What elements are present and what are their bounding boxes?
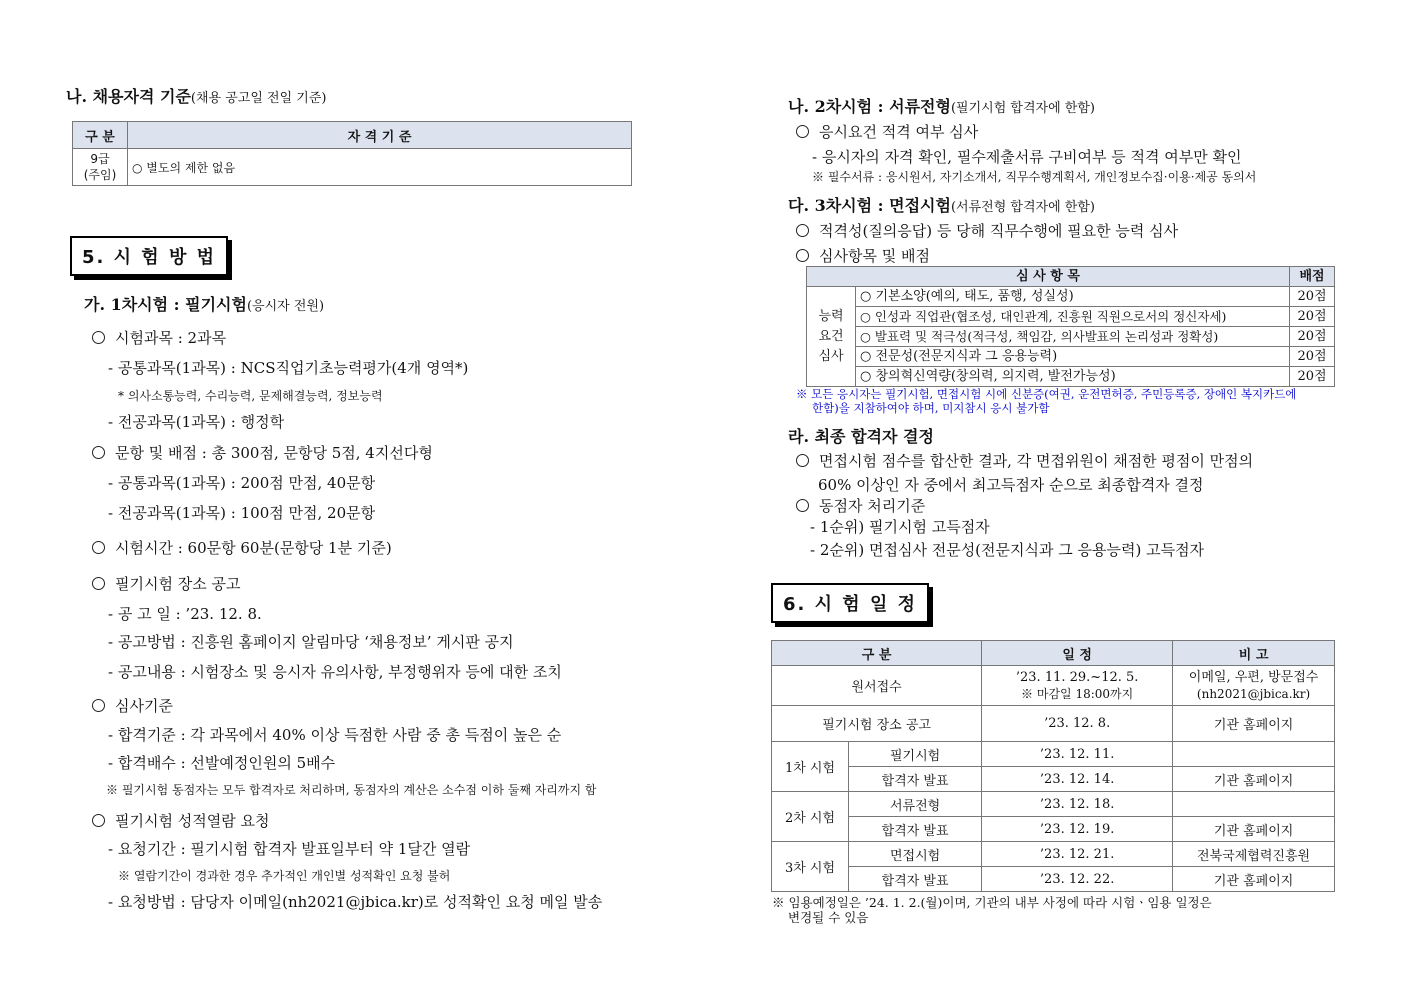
sched-row-label: 합격자 발표 [849, 767, 982, 792]
circle-bullet-icon [796, 499, 809, 512]
tie-rule-2: - 2순위) 면접심사 전문성(전문지식과 그 응용능력) 고득점자 [810, 541, 1205, 559]
review-note: ※ 열람기간이 경과한 경우 추가적인 개인별 성적확인 요청 불허 [118, 869, 451, 883]
sched-venue-date: ’23. 12. 8. [982, 706, 1173, 742]
qual-col-criteria: 자 격 기 준 [128, 122, 632, 149]
sched-application-date: ’23. 11. 29.~12. 5. ※ 마감일 18:00까지 [982, 666, 1173, 706]
criteria-note: ※ 필기시험 동점자는 모두 합격자로 처리하며, 동점자의 계산은 소수점 이하 둘째 자리까지 함 [106, 783, 597, 797]
review-period: - 요청기간 : 필기시험 합격자 발표일부터 약 1달간 열람 [108, 840, 471, 858]
sched-venue-remark: 기관 홈페이지 [1173, 706, 1335, 742]
tie-rule: 동점자 처리기준 [796, 495, 925, 516]
circle-bullet-icon [796, 454, 809, 467]
items-common: - 공통과목(1과목) : 200점 만점, 40문항 [108, 474, 376, 492]
interview-criteria-table [806, 266, 1335, 387]
venue-content: - 공고내용 : 시험장소 및 응시자 유의사항, 부정행위자 등에 대한 조치 [108, 663, 562, 681]
common-subject-note: * 의사소통능력, 수리능력, 문제해결능력, 정보능력 [118, 389, 383, 403]
sched-row-remark [1173, 742, 1335, 767]
sched-group-1: 1차 시험 [772, 742, 849, 792]
exam-item: ○ 창의혁신역량(창의력, 의지력, 발전가능성) [856, 367, 1290, 387]
circle-bullet-icon [92, 699, 105, 712]
qual-col-division: 구 분 [73, 122, 128, 149]
subjects-item: 시험과목 : 2과목 [92, 327, 226, 348]
final-heading: 라. 최종 합격자 결정 [788, 427, 934, 446]
sched-row-label: 필기시험 [849, 742, 982, 767]
qualification-table [72, 121, 632, 186]
venue-notice: 필기시험 장소 공고 [92, 573, 240, 594]
circle-bullet-icon [92, 577, 105, 590]
sched-row-remark: 기관 홈페이지 [1173, 767, 1335, 792]
sched-row-date: ’23. 12. 19. [982, 817, 1173, 842]
items-scoring: 문항 및 배점 : 총 300점, 문항당 5점, 4지선다형 [92, 442, 433, 463]
section-5-title: 5. 시 험 방 법 [70, 236, 228, 276]
sched-row-remark: 기관 홈페이지 [1173, 867, 1335, 892]
circle-bullet-icon [92, 541, 105, 554]
section-6-title: 6. 시 험 일 정 [771, 583, 929, 623]
circle-bullet-icon [796, 224, 809, 237]
sched-row-label: 합격자 발표 [849, 867, 982, 892]
sched-row-remark: 기관 홈페이지 [1173, 817, 1335, 842]
exam-item: ○ 전문성(전문지식과 그 응용능력) [856, 347, 1290, 367]
exam-group: 능력 요건 심사 [807, 287, 856, 387]
major-subject: - 전공과목(1과목) : 행정학 [108, 413, 285, 431]
circle-bullet-icon [92, 814, 105, 827]
sched-row-date: ’23. 12. 11. [982, 742, 1173, 767]
exam-score: 20점 [1290, 367, 1335, 387]
final-decision: 면접시험 점수를 합산한 결과, 각 면접위원이 채점한 평점이 만점의 60% 이상인 자 중에서 최고득점자 순으로 최종합격자 결정 [796, 449, 1253, 497]
sched-row-date: ’23. 12. 14. [982, 767, 1173, 792]
tie-rule-1: - 1순위) 필기시험 고득점자 [810, 518, 990, 536]
qual-heading: 나. 채용자격 기준(채용 공고일 전일 기준) [66, 87, 327, 106]
sched-group-3: 3차 시험 [772, 842, 849, 892]
exam-col-score: 배점 [1290, 267, 1335, 287]
step2-check: - 응시자의 자격 확인, 필수제출서류 구비여부 등 적격 여부만 확인 [812, 148, 1242, 166]
step2-eligibility: 응시요건 적격 여부 심사 [796, 121, 978, 142]
sched-application-remark: 이메일, 우편, 방문접수 (nh2021@jbica.kr) [1173, 666, 1335, 706]
venue-date: - 공 고 일 : ’23. 12. 8. [108, 605, 262, 623]
exam-score: 20점 [1290, 287, 1335, 307]
criteria-pass: - 합격기준 : 각 과목에서 40% 이상 득점한 사람 중 총 득점이 높은 순 [108, 726, 562, 744]
sched-row-label: 면접시험 [849, 842, 982, 867]
sched-row-label: 합격자 발표 [849, 817, 982, 842]
sched-col-remark: 비 고 [1173, 641, 1335, 666]
exam-item: ○ 발표력 및 적극성(적극성, 책임감, 의사발표의 논리성과 정확성) [856, 327, 1290, 347]
qual-grade: 9급 (주임) [73, 149, 128, 186]
step3-eligibility: 적격성(질의응답) 등 당해 직무수행에 필요한 능력 심사 [796, 220, 1178, 241]
sched-row-date: ’23. 12. 18. [982, 792, 1173, 817]
exam-item: ○ 기본소양(예의, 태도, 품행, 성실성) [856, 287, 1290, 307]
step3-heading: 다. 3차시험 : 면접시험(서류전형 합격자에 한함) [788, 196, 1095, 215]
criteria-multiple: - 합격배수 : 선발예정인원의 5배수 [108, 754, 336, 772]
sched-group-2: 2차 시험 [772, 792, 849, 842]
sched-row-date: ’23. 12. 21. [982, 842, 1173, 867]
sched-venue-notice: 필기시험 장소 공고 [772, 706, 982, 742]
exam-score: 20점 [1290, 327, 1335, 347]
circle-bullet-icon [796, 249, 809, 262]
sched-row-label: 서류전형 [849, 792, 982, 817]
circle-bullet-icon [92, 331, 105, 344]
exam-time: 시험시간 : 60문항 60분(문항당 1분 기준) [92, 537, 392, 558]
step3-items-title: 심사항목 및 배점 [796, 245, 930, 266]
sched-application: 원서접수 [772, 666, 982, 706]
criteria-item: 심사기준 [92, 695, 173, 716]
exam-item: ○ 인성과 직업관(협조성, 대인관계, 진흥원 직원으로서의 정신자세) [856, 307, 1290, 327]
schedule-table [771, 640, 1335, 892]
step2-heading: 나. 2차시험 : 서류전형(필기시험 합격자에 한함) [788, 97, 1095, 116]
common-subject: - 공통과목(1과목) : NCS직업기초능력평가(4개 영역*) [108, 359, 469, 377]
circle-bullet-icon [796, 125, 809, 138]
review-item: 필기시험 성적열람 요청 [92, 810, 269, 831]
id-card-note: ※ 모든 응시자는 필기시험, 면접시험 시에 신분증(여권, 운전면허증, 주민등록증, 장애인 복지카드에 한함)을 지참하여야 하며, 미지참시 응시 불가함 [796, 387, 1297, 415]
step1-heading: 가. 1차시험 : 필기시험(응시자 전원) [84, 295, 325, 314]
schedule-note: ※ 임용예정일은 ’24. 1. 2.(월)이며, 기관의 내부 사정에 따라 시험ㆍ임용 일정은 변경될 수 있음 [772, 895, 1212, 925]
sched-col-division: 구 분 [772, 641, 982, 666]
sched-row-date: ’23. 12. 22. [982, 867, 1173, 892]
items-major: - 전공과목(1과목) : 100점 만점, 20문항 [108, 504, 376, 522]
exam-score: 20점 [1290, 307, 1335, 327]
venue-method: - 공고방법 : 진흥원 홈페이지 알림마당 ‘채용정보’ 게시판 공지 [108, 633, 514, 651]
sched-row-remark: 전북국제협력진흥원 [1173, 842, 1335, 867]
circle-bullet-icon [92, 446, 105, 459]
sched-col-date: 일 정 [982, 641, 1173, 666]
qual-value: ○ 별도의 제한 없음 [128, 149, 632, 186]
exam-score: 20점 [1290, 347, 1335, 367]
exam-col-items: 심 사 항 목 [807, 267, 1290, 287]
step2-required-docs-note: ※ 필수서류 : 응시원서, 자기소개서, 직무수행계획서, 개인정보수집·이용·제공 동의서 [812, 170, 1257, 184]
review-method: - 요청방법 : 담당자 이메일(nh2021@jbica.kr)로 성적확인 요청 메일 발송 [108, 893, 603, 911]
sched-row-remark [1173, 792, 1335, 817]
